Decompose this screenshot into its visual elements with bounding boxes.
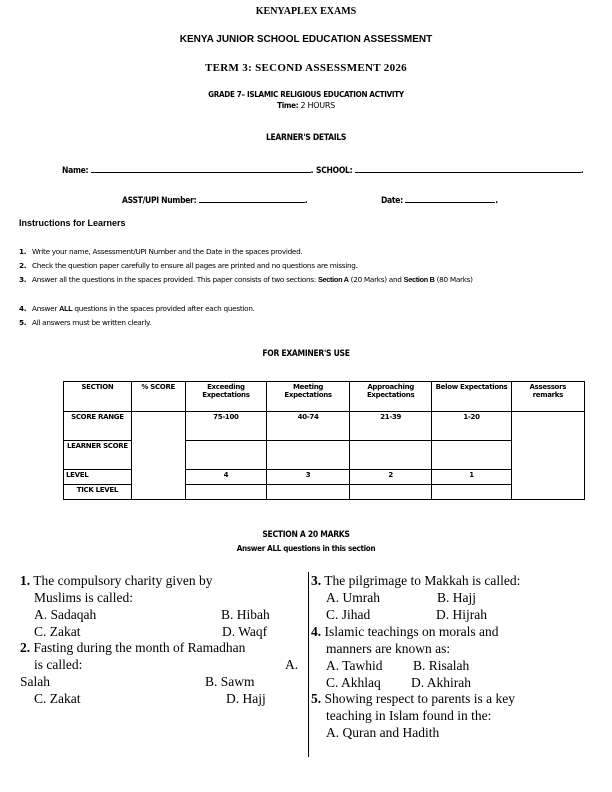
school-field[interactable]	[316, 164, 583, 176]
instruction-item	[19, 318, 579, 328]
question-text: Islamic teachings on morals and	[324, 624, 499, 639]
table-cell[interactable]	[349, 441, 432, 470]
table-cell: 40-74	[267, 412, 350, 441]
header-cell: Approaching Expectations	[349, 382, 432, 412]
table-cell[interactable]	[185, 485, 267, 500]
school-line[interactable]	[355, 164, 581, 173]
table-cell[interactable]	[432, 441, 511, 470]
table-cell[interactable]	[432, 485, 511, 500]
asst-dot: .	[304, 196, 308, 206]
question-text: teaching in Islam found in the:	[326, 708, 492, 723]
option[interactable]: B. Risalah	[413, 658, 470, 673]
table-cell: 1	[432, 470, 511, 485]
table-cell[interactable]	[267, 485, 350, 500]
row-label: TICK LEVEL	[64, 485, 132, 500]
table-cell: 2	[349, 470, 432, 485]
header-cell: Assessors remarks	[511, 382, 584, 412]
date-line[interactable]	[405, 194, 495, 203]
school-dot: .	[580, 166, 584, 176]
instruction-number: 3.	[19, 275, 27, 284]
header-cell: Below Expectations	[432, 382, 511, 412]
option[interactable]: A. Quran and Hadith	[326, 725, 440, 740]
date-field[interactable]	[381, 194, 498, 206]
instruction-text: All answers must be written clearly.	[32, 318, 151, 327]
instruction-text-part: Answer all the questions in the spaces provided. This paper consists of two sections:	[32, 275, 318, 284]
question-text: manners are known as:	[326, 641, 451, 656]
question-text: Fasting during the month of Ramadhan	[33, 640, 246, 655]
date-dot: .	[495, 196, 498, 206]
column-divider	[308, 572, 309, 757]
name-line[interactable]	[91, 164, 311, 173]
option[interactable]: D. Waqf	[222, 624, 268, 639]
table-cell: 75-100	[185, 412, 267, 441]
examiner-use-heading: FOR EXAMINER'S USE	[262, 349, 350, 359]
section-a-title: SECTION A 20 MARKS	[262, 530, 350, 540]
instruction-bold: Section A	[317, 275, 349, 284]
question-line	[311, 624, 498, 641]
question-text: The compulsory charity given by	[33, 573, 213, 588]
score-table	[63, 381, 585, 500]
instruction-number: 5.	[19, 318, 27, 327]
instruction-text-part: (20 Marks) and	[348, 275, 404, 284]
time-label: Time:	[277, 101, 299, 110]
option[interactable]: B. Hajj	[437, 590, 476, 605]
asst-field[interactable]	[122, 194, 307, 206]
question-number: 5.	[311, 691, 322, 706]
question-text: Showing respect to parents is a key	[324, 691, 515, 706]
section-a-subtitle: Answer ALL questions in this section	[236, 544, 376, 553]
option[interactable]: Salah	[20, 674, 50, 689]
header-cell: Meeting Expectations	[267, 382, 350, 412]
grade-subject-line: GRADE 7– ISLAMIC RELIGIOUS EDUCATION ACTIVITY	[208, 90, 404, 99]
instruction-text-part: (80 Marks)	[434, 275, 473, 284]
name-label: Name:	[62, 166, 89, 176]
instruction-text	[32, 304, 577, 314]
instruction-item	[19, 275, 579, 285]
option[interactable]: C. Jihad	[326, 607, 371, 622]
row-label: LEARNER SCORE	[64, 441, 132, 470]
instruction-text-part: questions in the spaces provided after each question.	[72, 304, 255, 313]
option[interactable]: C. Zakat	[34, 624, 81, 639]
instruction-item	[19, 247, 579, 257]
question-line	[20, 573, 212, 590]
exam-body-title: KENYAPLEX EXAMS	[255, 6, 357, 17]
option[interactable]: C. Akhlaq	[326, 675, 381, 690]
question-text: is called:	[34, 657, 83, 672]
instruction-text-part: Answer	[32, 304, 60, 313]
name-dot: .	[310, 166, 314, 176]
table-cell: 3	[267, 470, 350, 485]
table-header-row	[64, 382, 585, 412]
school-label: SCHOOL:	[316, 166, 353, 176]
option-letter[interactable]: A.	[285, 657, 299, 672]
instructions-heading: Instructions for Learners	[19, 218, 126, 228]
table-cell: 1-20	[432, 412, 511, 441]
assessment-title: KENYA JUNIOR SCHOOL EDUCATION ASSESSMENT	[179, 34, 433, 45]
term-title: TERM 3: SECOND ASSESSMENT 2026	[205, 62, 407, 74]
instruction-text	[32, 275, 577, 285]
question-number: 4.	[311, 624, 322, 639]
question-line	[311, 573, 520, 590]
asst-line[interactable]	[199, 194, 305, 203]
option[interactable]: A. Tawhid	[326, 658, 383, 673]
header-cell: % SCORE	[131, 382, 185, 412]
time-line	[0, 101, 612, 110]
header-cell: Exceeding Expectations	[185, 382, 267, 412]
assessors-remarks-cell[interactable]	[511, 412, 584, 500]
instruction-text: Check the question paper carefully to ensure all pages are printed and no questions are missing.	[32, 261, 358, 270]
option[interactable]: D. Hajj	[226, 691, 266, 706]
instruction-item	[19, 261, 579, 271]
option[interactable]: A. Sadaqah	[34, 607, 97, 622]
table-cell[interactable]	[185, 441, 267, 470]
option[interactable]: D. Hijrah	[436, 607, 487, 622]
row-label: SCORE RANGE	[64, 412, 132, 441]
question-text: Muslims is called:	[34, 590, 133, 605]
percent-score-cell[interactable]	[131, 412, 185, 500]
option[interactable]: C. Zakat	[34, 691, 81, 706]
question-line	[20, 640, 245, 657]
asst-label: ASST/UPI Number:	[122, 196, 197, 206]
option[interactable]: A. Umrah	[326, 590, 380, 605]
instruction-bold: Section B	[403, 275, 435, 284]
question-text: The pilgrimage to Makkah is called:	[324, 573, 521, 588]
instruction-number: 4.	[19, 304, 27, 313]
table-row	[64, 412, 585, 441]
table-cell: 4	[185, 470, 267, 485]
table-cell[interactable]	[267, 441, 350, 470]
date-label: Date:	[381, 196, 403, 206]
instruction-number: 1.	[19, 247, 27, 256]
header-cell: SECTION	[64, 382, 132, 412]
instruction-text: Write your name, Assessment/UPI Number and the Date in the spaces provided.	[32, 247, 303, 256]
time-value: 2 HOURS	[300, 101, 335, 110]
table-cell: 21-39	[349, 412, 432, 441]
question-line	[311, 691, 515, 708]
table-cell[interactable]	[349, 485, 432, 500]
question-number: 2.	[20, 640, 31, 655]
instruction-number: 2.	[19, 261, 27, 270]
instruction-item	[19, 304, 579, 314]
option[interactable]: D. Akhirah	[411, 675, 471, 690]
learner-details-heading: LEARNER'S DETAILS	[265, 133, 347, 143]
name-field[interactable]	[62, 164, 313, 176]
option[interactable]: B. Hibah	[221, 607, 270, 622]
option[interactable]: B. Sawm	[205, 674, 255, 689]
question-number: 3.	[311, 573, 322, 588]
question-number: 1.	[20, 573, 31, 588]
instruction-bold: ALL	[59, 304, 73, 313]
row-label: LEVEL	[64, 470, 132, 485]
